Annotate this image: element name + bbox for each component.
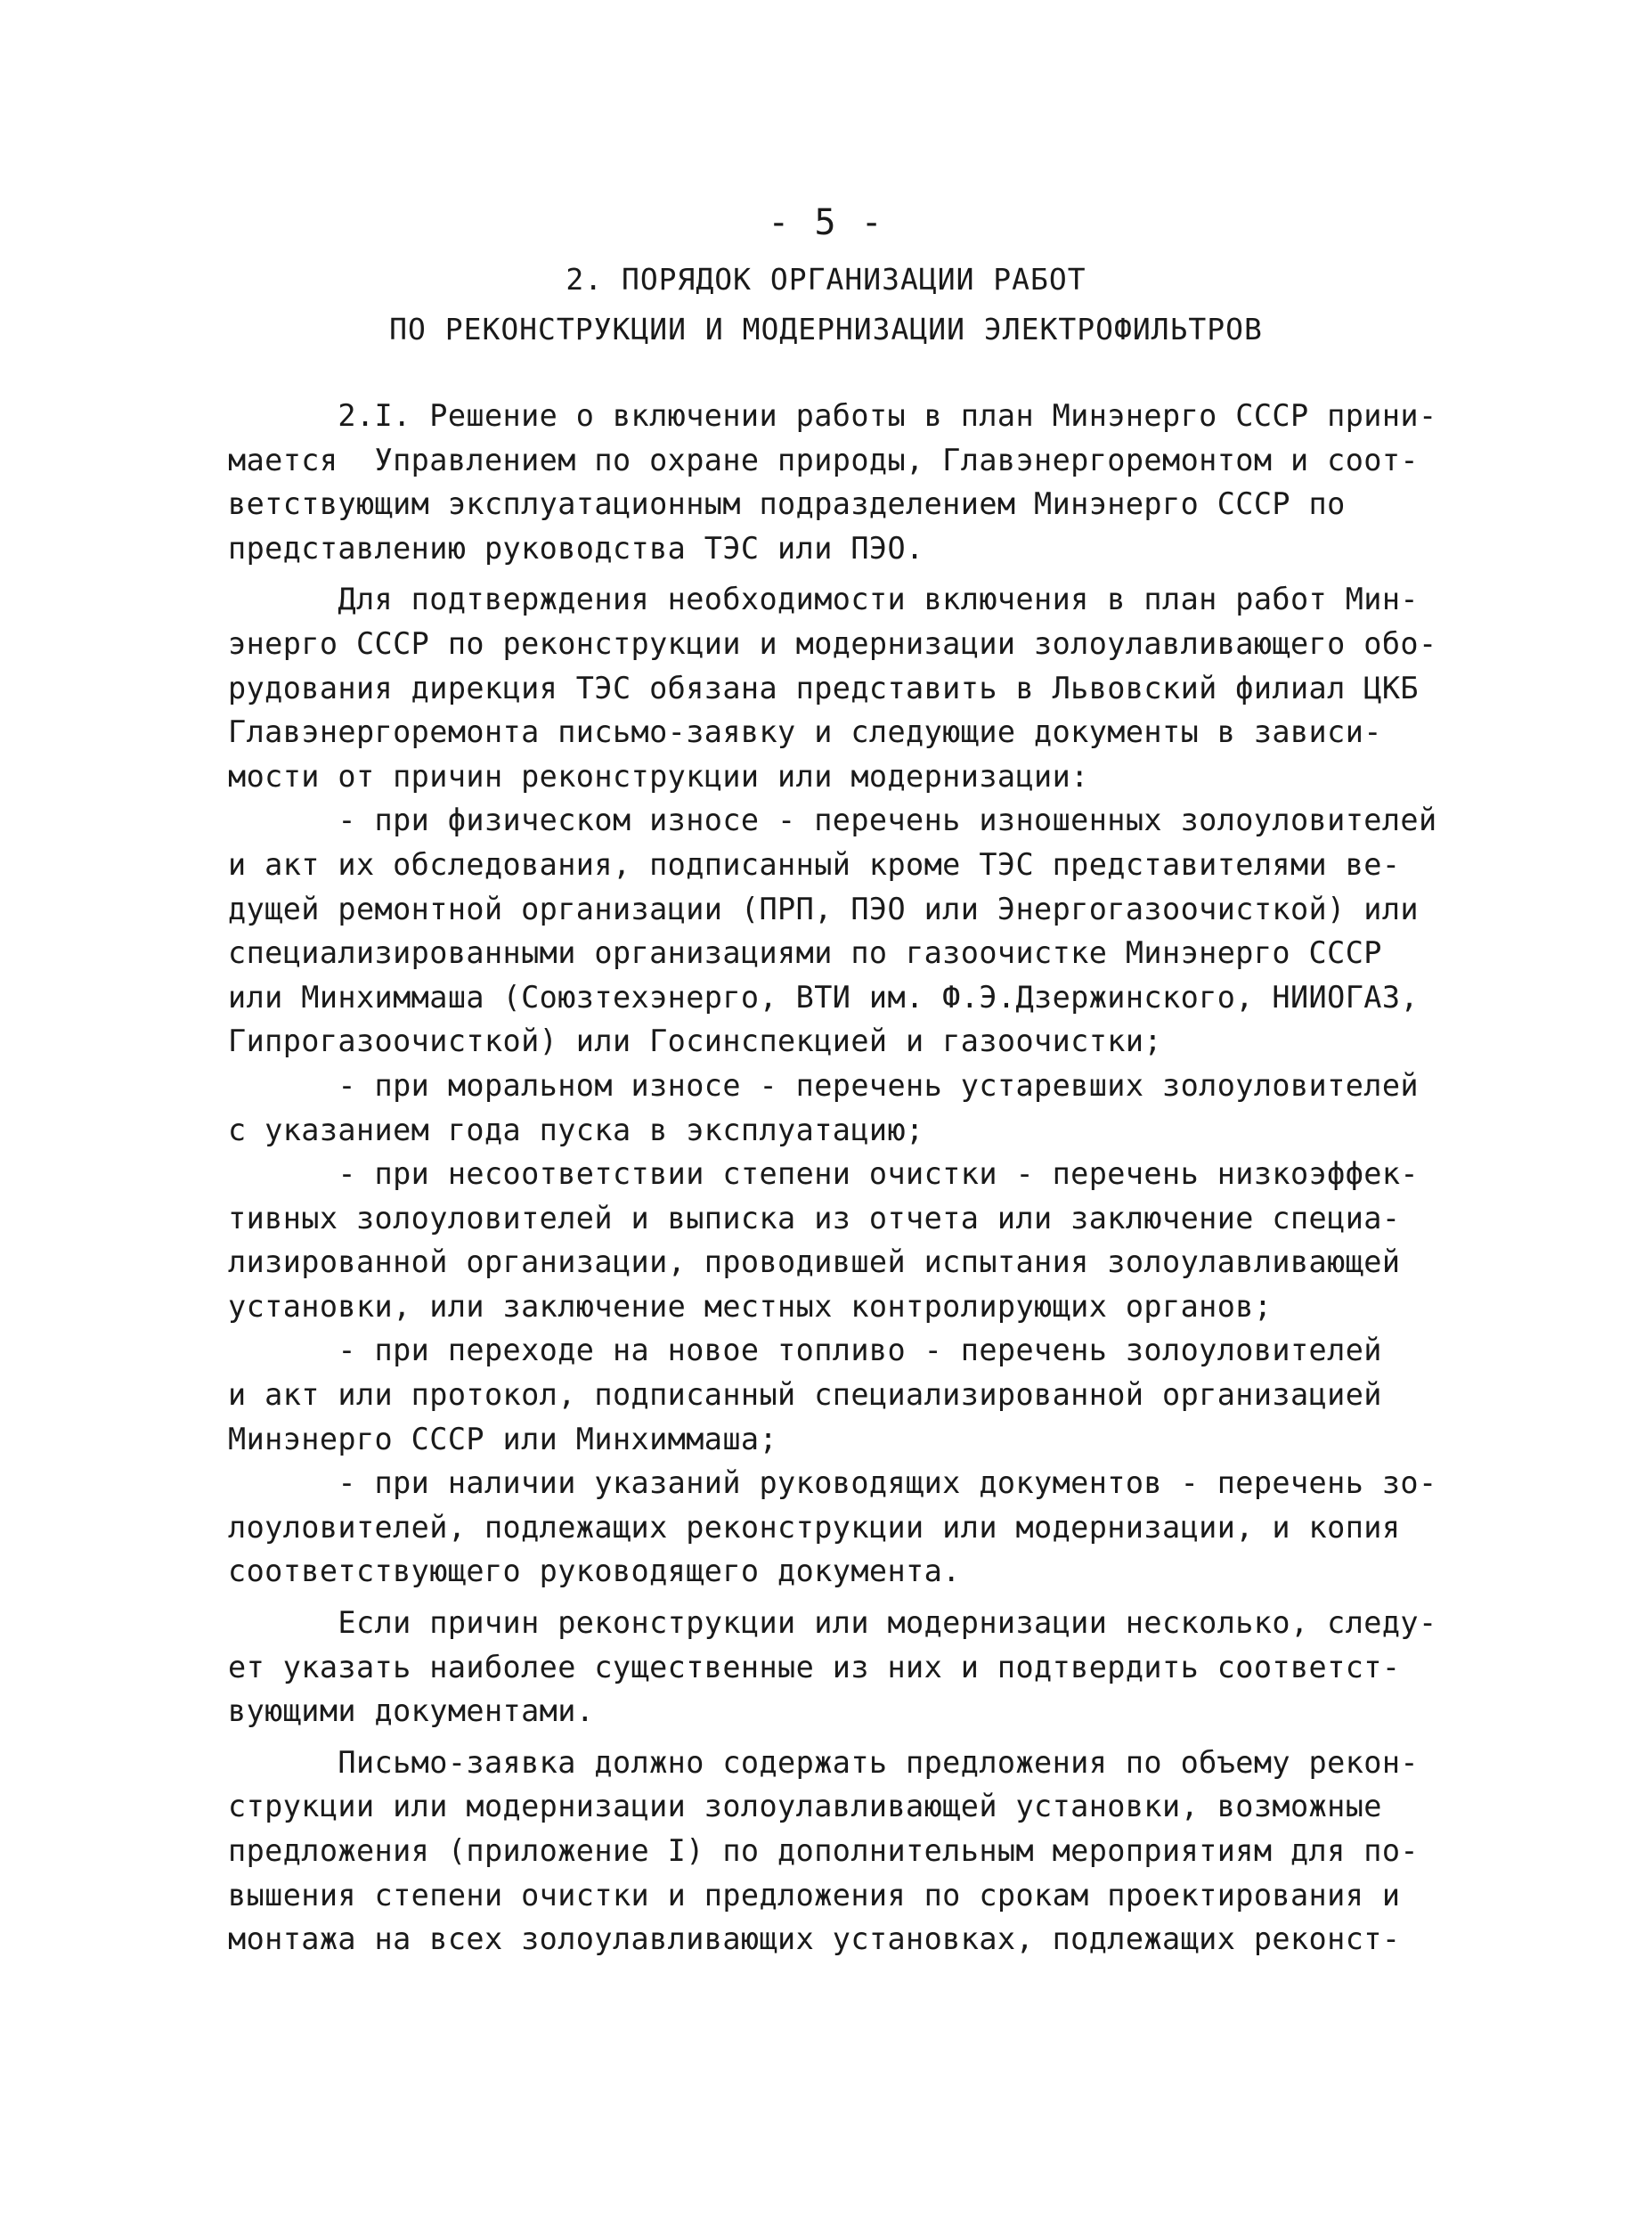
text-line: специализированными организациями по газоочистке Минэнерго СССР <box>228 935 1382 971</box>
text-line: лизированной организации, проводившей испытания золоулавливающей <box>228 1244 1401 1280</box>
text-line: Гипрогазоочисткой) или Госинспекцией и газоочистки; <box>228 1024 1163 1059</box>
body-text <box>228 394 1437 1962</box>
text-line: мости от причин реконструкции или модернизации: <box>228 758 1089 794</box>
text-line: тивных золоуловителей и выписка из отчета или заключение специа- <box>228 1200 1401 1236</box>
paragraph <box>228 1741 1421 1962</box>
section-heading <box>0 255 1652 355</box>
paragraph <box>228 1601 1437 1733</box>
section-heading-line-2: ПО РЕКОНСТРУКЦИИ И МОДЕРНИЗАЦИИ ЭЛЕКТРОФИЛЬТРОВ <box>389 312 1263 347</box>
paragraph-gap <box>228 570 1421 577</box>
page-number: - 5 - <box>768 202 884 243</box>
text-line: струкции или модернизации золоулавливающей установки, возможные <box>228 1789 1382 1824</box>
text-line: Главэнергоремонта письмо-заявку и следующие документы в зависи- <box>228 714 1382 750</box>
text-line: мается Управлением по охране природы, Главэнергоремонтом и соот- <box>228 442 1419 477</box>
text-line: Для подтверждения необходимости включения в план работ Мин- <box>228 582 1419 617</box>
text-line: 2.I. Решение о включении работы в план Минэнерго СССР прини- <box>228 398 1437 433</box>
text-line: вышения степени очистки и предложения по срокам проектирования и <box>228 1877 1401 1913</box>
paragraph <box>228 1152 1421 1328</box>
text-line: дущей ремонтной организации (ПРП, ПЭО или Энергогазоочисткой) или <box>228 891 1419 926</box>
text-line: лоуловителей, подлежащих реконструкции или модернизации, и копия <box>228 1509 1401 1545</box>
text-line: Если причин реконструкции или модернизации несколько, следу- <box>228 1605 1437 1641</box>
text-line: с указанием года пуска в эксплуатацию; <box>228 1112 924 1147</box>
text-line: энерго СССР по реконструкции и модернизации золоулавливающего обо- <box>228 625 1437 661</box>
text-line: представлению руководства ТЭС или ПЭО. <box>228 530 924 566</box>
text-line: Минэнерго СССР или Минхиммаша; <box>228 1421 778 1456</box>
text-line: - при наличии указаний руководящих документов - перечень зо- <box>228 1465 1437 1501</box>
text-line: и акт или протокол, подписанный специализированной организацией <box>228 1377 1382 1413</box>
text-line: рудования дирекция ТЭС обязана представить в Львовский филиал ЦКБ <box>228 670 1419 706</box>
text-line: Письмо-заявка должно содержать предложения по объему рекон- <box>228 1744 1419 1780</box>
text-line: и акт их обследования, подписанный кроме ТЭС представителями ве- <box>228 846 1401 882</box>
text-line: - при несоответствии степени очистки - перечень низкоэффек- <box>228 1156 1419 1192</box>
text-line: - при переходе на новое топливо - перечень золоуловителей <box>228 1333 1382 1368</box>
paragraph <box>228 1328 1421 1461</box>
text-line: установки, или заключение местных контролирующих органов; <box>228 1288 1273 1324</box>
text-line: или Минхиммаша (Союзтехэнерго, ВТИ им. Ф.Э.Дзержинского, НИИОГАЗ, <box>228 979 1419 1015</box>
text-line: - при моральном износе - перечень устаревших золоуловителей <box>228 1067 1419 1103</box>
paragraph <box>228 1461 1437 1594</box>
paragraph <box>228 577 1437 798</box>
text-line: соответствующего руководящего документа. <box>228 1554 961 1589</box>
paragraph <box>228 798 1437 1064</box>
text-line: ветствующим эксплуатационным подразделением Минэнерго СССР по <box>228 486 1346 522</box>
text-line: предложения (приложение I) по дополнительным мероприятиям для по- <box>228 1833 1419 1868</box>
section-heading-line-1: 2. ПОРЯДОК ОРГАНИЗАЦИИ РАБОТ <box>566 262 1086 297</box>
paragraph-gap <box>228 1594 1421 1601</box>
text-line: ет указать наиболее существенные из них и подтвердить соответст- <box>228 1649 1401 1684</box>
text-line: вующими документами. <box>228 1693 595 1729</box>
paragraph-gap <box>228 1733 1421 1741</box>
text-line: монтажа на всех золоулавливающих установках, подлежащих реконст- <box>228 1921 1401 1957</box>
paragraph <box>228 1064 1421 1152</box>
text-line: - при физическом износе - перечень изношенных золоуловителей <box>228 803 1437 838</box>
paragraph <box>228 394 1437 570</box>
